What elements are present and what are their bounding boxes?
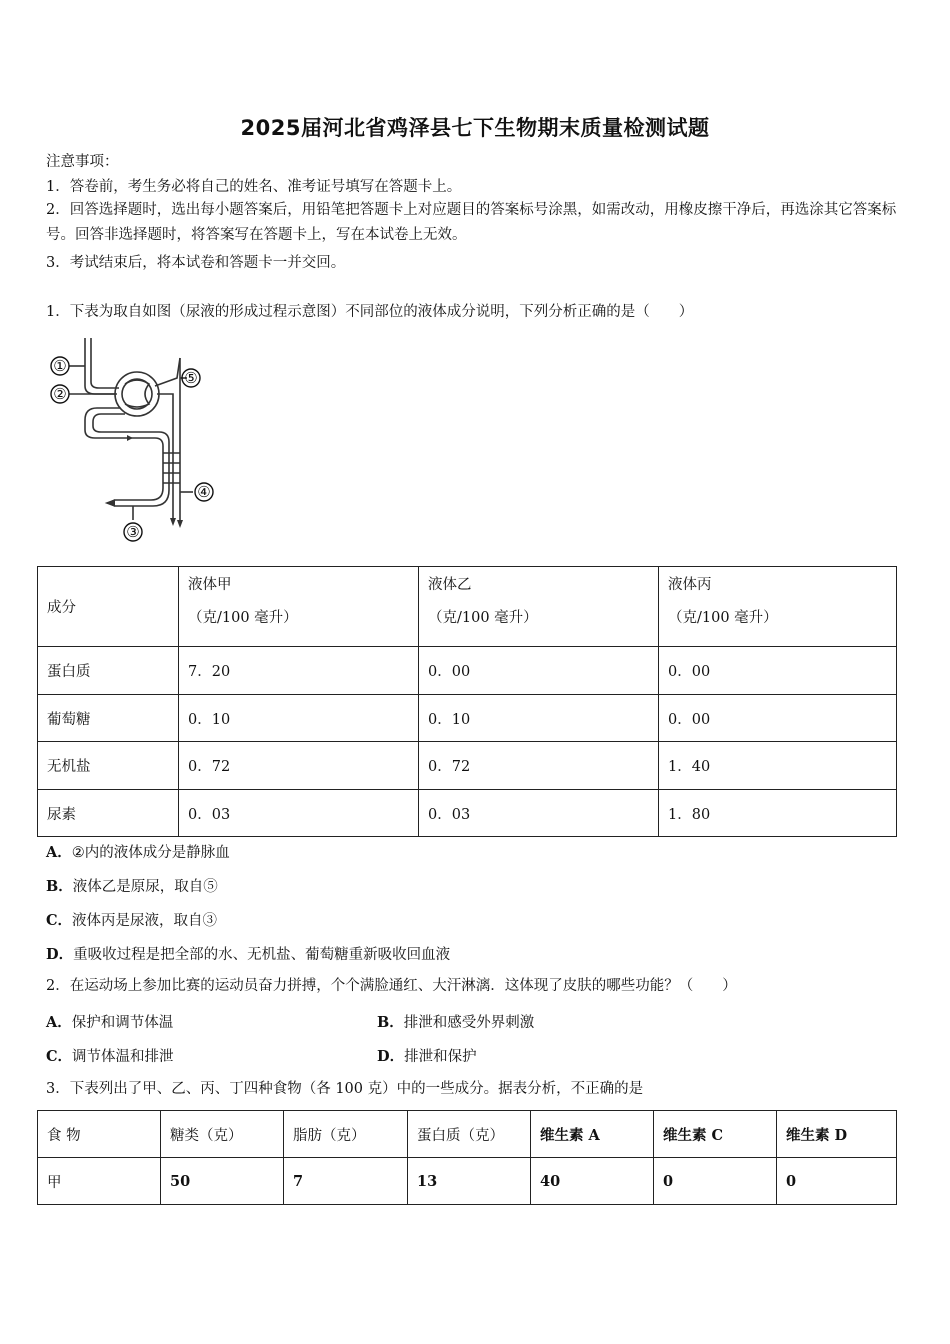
table-cell: 甲: [38, 1158, 161, 1205]
table-cell: 7．20: [179, 647, 419, 695]
label-5: ⑤: [184, 369, 198, 387]
header-line: 液体丙: [668, 577, 712, 593]
option-letter: B．: [377, 1014, 404, 1031]
table-cell: 尿素: [38, 790, 179, 837]
option-text: 液体乙是原尿，取自⑤: [72, 879, 218, 895]
q2-stem: 2．在运动场上参加比赛的运动员奋力拼搏，个个满脸通红、大汗淋漓．这体现了皮肤的哪些功能？（ ）: [46, 978, 737, 994]
header-cell: 食 物: [38, 1111, 161, 1158]
q1-option-a: [46, 841, 230, 862]
table-cell: 40: [531, 1158, 654, 1205]
option-text: 排泄和感受外界刺激: [403, 1015, 535, 1031]
label-1: ①: [53, 357, 67, 375]
option-text: 排泄和保护: [404, 1049, 477, 1065]
table-row: [38, 1158, 897, 1205]
table-row: [38, 790, 897, 837]
header-cell: 脂肪（克）: [284, 1111, 408, 1158]
table-cell: 蛋白质: [38, 647, 179, 695]
option-letter: A．: [46, 1014, 72, 1031]
q2-option-c: [46, 1045, 174, 1066]
q1-option-c: [46, 909, 217, 930]
table-cell: 0．03: [179, 790, 419, 837]
header-cell: [419, 567, 659, 647]
header-cell: [659, 567, 897, 647]
table-cell: 0．00: [419, 647, 659, 695]
q3-stem: 3．下表列出了甲、乙、丙、丁四种食物（各 100 克）中的一些成分。据表分析，不正确的是: [46, 1081, 644, 1097]
option-letter: C．: [46, 1048, 73, 1065]
notice-item-3: 3．考试结束后，将本试卷和答题卡一并交回。: [46, 255, 346, 271]
table-cell: 0: [654, 1158, 777, 1205]
table-cell: 0．10: [179, 695, 419, 742]
table-cell: 0．10: [419, 695, 659, 742]
label-3: ③: [126, 523, 140, 541]
label-4: ④: [197, 483, 211, 501]
urine-formation-diagram: [45, 338, 230, 548]
table-header-row: [38, 567, 897, 647]
table-cell: 7: [284, 1158, 408, 1205]
option-letter: B．: [46, 878, 73, 895]
table-cell: 0: [777, 1158, 897, 1205]
q2-option-a: [46, 1011, 173, 1032]
option-letter: D．: [46, 946, 74, 963]
header-cell: 糖类（克）: [161, 1111, 284, 1158]
label-2: ②: [53, 385, 67, 403]
page-title: 2025届河北省鸡泽县七下生物期末质量检测试题: [240, 116, 710, 140]
q1-stem: 1．下表为取自如图（尿液的形成过程示意图）不同部位的液体成分说明，下列分析正确的是（ ）: [46, 304, 694, 320]
table-cell: 50: [161, 1158, 284, 1205]
table-row: [38, 742, 897, 790]
option-text: 液体丙是尿液，取自③: [72, 913, 218, 929]
header-cell: 成分: [38, 567, 179, 647]
table-cell: 0．72: [419, 742, 659, 790]
q1-option-b: [46, 875, 218, 896]
table-cell: 0．72: [179, 742, 419, 790]
q1-table: [37, 566, 897, 837]
table-cell: 0．03: [419, 790, 659, 837]
table-row: [38, 695, 897, 742]
header-cell: [179, 567, 419, 647]
table-header-row: [38, 1111, 897, 1158]
header-cell: 维生素 A: [531, 1111, 654, 1158]
q3-table: [37, 1110, 897, 1205]
notice-item-2: 2．回答选择题时，选出每小题答案后，用铅笔把答题卡上对应题目的答案标号涂黑，如需改动，用橡皮擦干净后，再选涂其它答案标号。回答非选择题时，将答案写在答题卡上，写在本试卷上无效。: [46, 202, 897, 243]
option-text: ②内的液体成分是静脉血: [71, 845, 230, 861]
header-line: （克/100 毫升）: [668, 610, 778, 626]
table-cell: 0．00: [659, 647, 897, 695]
header-line: （克/100 毫升）: [188, 610, 298, 626]
table-cell: 13: [408, 1158, 531, 1205]
header-line: 液体乙: [428, 577, 472, 593]
header-line: 液体甲: [188, 577, 232, 593]
option-letter: A．: [46, 844, 72, 861]
table-cell: 1．80: [659, 790, 897, 837]
header-cell: 维生素 C: [654, 1111, 777, 1158]
header-cell: 蛋白质（克）: [408, 1111, 531, 1158]
q2-option-d: [377, 1045, 477, 1066]
table-cell: 0．00: [659, 695, 897, 742]
option-letter: D．: [377, 1048, 405, 1065]
table-cell: 1．40: [659, 742, 897, 790]
table-row: [38, 647, 897, 695]
notice-item-1: 1．答卷前，考生务必将自己的姓名、准考证号填写在答题卡上。: [46, 179, 462, 195]
header-line: （克/100 毫升）: [428, 610, 538, 626]
table-cell: 无机盐: [38, 742, 179, 790]
option-text: 重吸收过程是把全部的水、无机盐、葡萄糖重新吸收回血液: [73, 947, 451, 963]
q2-option-b: [377, 1011, 534, 1032]
notice-heading: 注意事项：: [46, 154, 119, 170]
option-text: 保护和调节体温: [71, 1015, 174, 1031]
option-letter: C．: [46, 912, 73, 929]
header-cell: 维生素 D: [777, 1111, 897, 1158]
option-text: 调节体温和排泄: [72, 1049, 174, 1065]
table-cell: 葡萄糖: [38, 695, 179, 742]
q1-option-d: [46, 943, 450, 964]
